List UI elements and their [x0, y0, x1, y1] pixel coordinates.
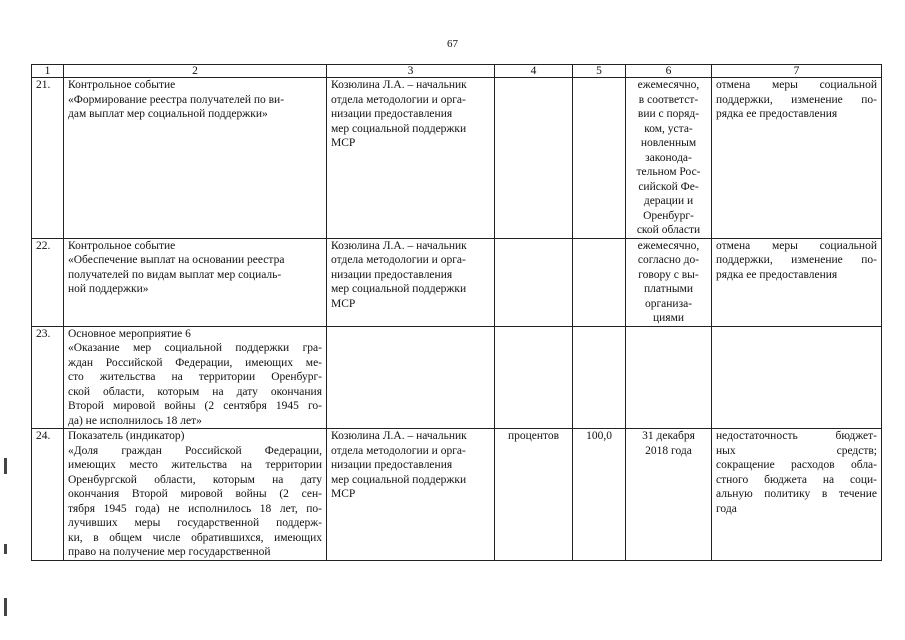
header-cell: 3	[327, 65, 495, 78]
risk-cell	[712, 429, 882, 561]
text-line: Показатель (индикатор)	[68, 430, 185, 442]
unit-cell: процентов	[495, 429, 573, 561]
text-line: законода-	[645, 151, 692, 164]
value-cell: 100,0	[573, 429, 626, 561]
text-line: ком, уста-	[644, 122, 693, 135]
text-line: Козюлина Л.А. – начальник	[331, 239, 467, 252]
header-cell: 7	[712, 65, 882, 78]
text-line: МСР	[331, 488, 356, 500]
text-line: сийской Фе-	[638, 180, 699, 193]
text-line: «Обеспечение выплат на основании реестра	[68, 254, 285, 266]
table-row	[32, 238, 882, 326]
text-line: ки, в общем числе обратившихся, имеющих	[68, 531, 322, 544]
text-line: мер социальной поддержки	[331, 283, 467, 295]
text-line: ждан Российской Федерации, имеющих ме-	[68, 356, 322, 369]
event-description-cell	[64, 238, 327, 326]
header-cell: 4	[495, 65, 573, 78]
responsible-person-cell	[327, 429, 495, 561]
text-line: МСР	[331, 297, 356, 310]
text-line: тября 1945 года) не исполнилось 18 лет, по-	[68, 502, 322, 515]
text-line: циями	[652, 312, 685, 324]
value-cell	[573, 78, 626, 239]
scan-edge-mark	[4, 598, 7, 616]
unit-cell	[495, 238, 573, 326]
text-line: право на получение мер государственной	[68, 546, 271, 558]
table-row	[32, 78, 882, 239]
document-table	[31, 64, 882, 561]
responsible-person-cell	[327, 238, 495, 326]
value-cell	[573, 238, 626, 326]
text-line: поддержки, изменение по-	[716, 254, 877, 266]
text-line: Оренбург-	[643, 209, 694, 222]
text-line: согласно до-	[637, 254, 700, 266]
text-line: рядка ее предоставления	[716, 108, 838, 120]
text-line: низации предоставления	[331, 268, 453, 281]
responsible-person-cell	[327, 326, 495, 429]
header-cell: 5	[573, 65, 626, 78]
text-line: Основное мероприятие 6	[68, 327, 191, 340]
text-line: тельном Рос-	[636, 166, 701, 178]
risk-cell	[712, 238, 882, 326]
header-cell: 6	[626, 65, 712, 78]
text-line: поддержки, изменение по-	[716, 93, 877, 106]
text-line: Контрольное событие	[68, 79, 176, 91]
text-line: ных средств;	[716, 444, 877, 457]
header-cell: 1	[32, 65, 64, 78]
row-number-cell: 24.	[32, 429, 64, 561]
deadline-cell	[626, 78, 712, 239]
text-line: вии с поряд-	[637, 108, 700, 120]
event-description-cell	[64, 78, 327, 239]
event-description-cell	[64, 429, 327, 561]
text-line: имеющих место жительства на территории	[68, 459, 322, 471]
text-line: отдела методологии и орга-	[331, 444, 466, 457]
text-line: 2018 года	[645, 444, 692, 457]
text-line: мер социальной поддержки	[331, 122, 467, 135]
text-line: низации предоставления	[331, 108, 453, 120]
text-line: получателей по видам выплат мер социаль-	[68, 268, 282, 281]
text-line: сто жительства на территории Оренбург-	[68, 371, 322, 383]
header-row	[32, 65, 882, 78]
text-line: «Формирование реестра получателей по ви-	[68, 93, 285, 106]
risk-cell	[712, 326, 882, 429]
text-line: платными	[643, 283, 694, 295]
text-line: дам выплат мер социальной поддержки»	[68, 108, 268, 120]
text-line: «Доля граждан Российской Федерации,	[68, 444, 322, 457]
text-line: отмена меры социальной	[716, 79, 877, 91]
text-line: отдела методологии и орга-	[331, 93, 466, 106]
row-number-cell: 22.	[32, 238, 64, 326]
text-line: в соответст-	[638, 93, 699, 106]
text-line: ской области, которым на дату окончания	[68, 385, 322, 398]
text-line: да) не исполнилось 18 лет»	[68, 414, 202, 427]
responsible-person-cell	[327, 78, 495, 239]
text-line: Козюлина Л.А. – начальник	[331, 430, 467, 442]
table-row	[32, 429, 882, 561]
value-cell	[573, 326, 626, 429]
text-line: говору с вы-	[638, 268, 699, 281]
text-line: дерации и	[643, 195, 694, 207]
text-line: МСР	[331, 137, 356, 149]
text-line: отдела методологии и орга-	[331, 254, 466, 266]
text-line: альную политику в течение	[716, 488, 877, 500]
text-line: низации предоставления	[331, 459, 453, 471]
text-line: Оренбургской области, которым на дату	[68, 473, 322, 486]
event-description-cell	[64, 326, 327, 429]
text-line: Второй мировой войны (2 сентября 1945 го-	[68, 400, 322, 412]
table-row	[32, 326, 882, 429]
unit-cell	[495, 78, 573, 239]
text-line: ской области	[636, 224, 701, 236]
text-line: отмена меры социальной	[716, 239, 877, 252]
text-line: организа-	[644, 297, 693, 310]
text-line: окончания Второй мировой войны (2 сен-	[68, 488, 322, 500]
row-number-cell: 21.	[32, 78, 64, 239]
unit-cell	[495, 326, 573, 429]
text-line: года	[716, 502, 737, 515]
text-line: Контрольное событие	[68, 239, 176, 252]
text-line: мер социальной поддержки	[331, 473, 467, 486]
text-line: сокращение расходов обла-	[716, 459, 877, 471]
text-line: ежемесячно,	[637, 79, 700, 91]
text-line: лучивших меры государственной поддерж-	[68, 517, 322, 529]
deadline-cell	[626, 429, 712, 561]
risk-cell	[712, 78, 882, 239]
text-line: ежемесячно,	[637, 239, 700, 252]
text-line: «Оказание мер социальной поддержки гра-	[68, 342, 322, 354]
text-line: ной поддержки»	[68, 283, 149, 295]
row-number-cell: 23.	[32, 326, 64, 429]
page-number: 67	[447, 38, 458, 50]
text-line: Козюлина Л.А. – начальник	[331, 79, 467, 91]
text-line: стного бюджета на соци-	[716, 473, 877, 486]
text-line: 31 декабря	[642, 430, 695, 442]
text-line: новленным	[640, 137, 697, 149]
text-line: недостаточность бюджет-	[716, 430, 877, 442]
deadline-cell	[626, 326, 712, 429]
text-line: рядка ее предоставления	[716, 268, 838, 281]
scan-edge-mark	[4, 544, 7, 554]
header-cell: 2	[64, 65, 327, 78]
scan-edge-mark	[4, 458, 7, 474]
deadline-cell	[626, 238, 712, 326]
